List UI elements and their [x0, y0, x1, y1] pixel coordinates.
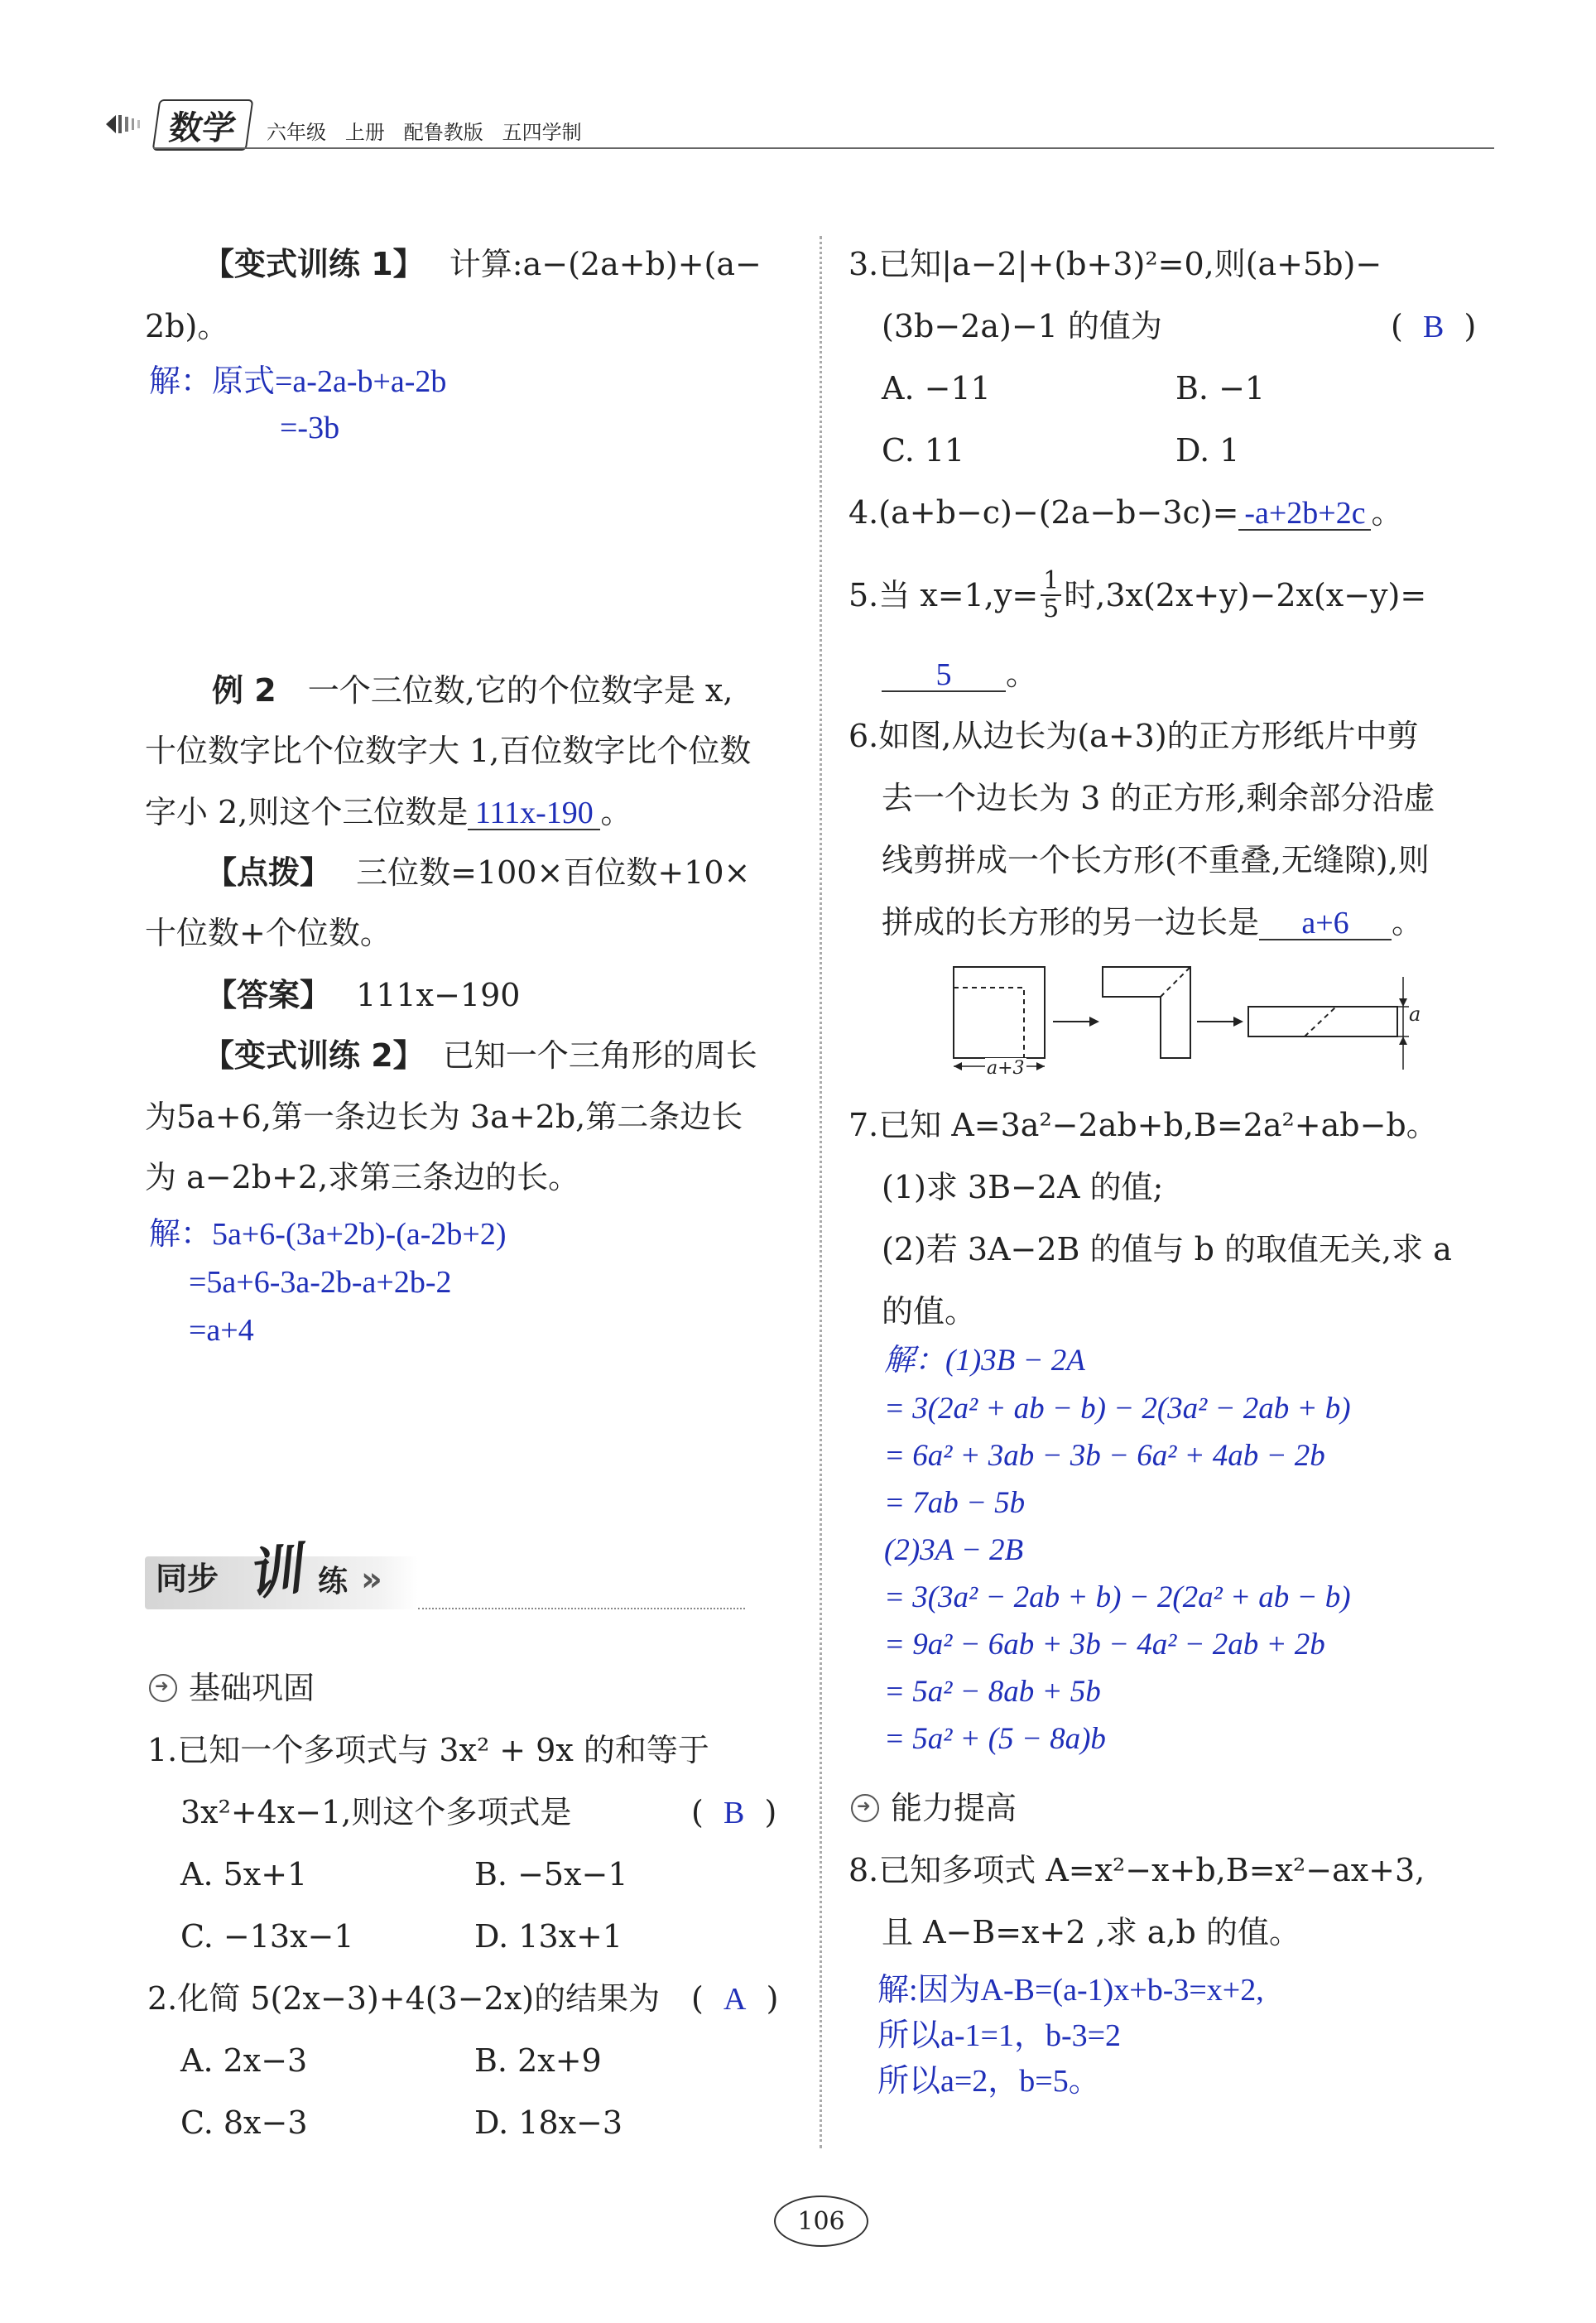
arrow-circle-icon — [149, 1674, 177, 1702]
header-ornament-icon — [106, 112, 152, 137]
q6-line4 — [882, 904, 1424, 940]
q8-line1: 8.已知多项式 A=x²−x+b,B=x²−ax+3, — [848, 1852, 1425, 1888]
q2-option-c: C. 8x−3 — [180, 2104, 308, 2141]
q6-arrow-1-icon — [1053, 1017, 1099, 1027]
q1-option-a: A. 5x+1 — [180, 1856, 308, 1893]
q2-option-b: B. 2x+9 — [474, 2042, 602, 2079]
q1-option-d: D. 13x+1 — [474, 1918, 623, 1955]
q4-period: 。 — [1371, 494, 1403, 531]
q1-option-c: C. −13x−1 — [180, 1918, 354, 1955]
q6-line3: 线剪拼成一个长方形(不重叠,无缝隙),则 — [882, 842, 1430, 878]
variant2-line1 — [203, 1037, 757, 1074]
header-grade: 六年级 — [267, 121, 326, 144]
q1-answer: B — [723, 1796, 745, 1830]
q7-solution-line5: (2)3A − 2B — [884, 1533, 1024, 1567]
example2-text3: 字小 2,则这个三位数是 — [145, 794, 469, 830]
answer-value: 111x−190 — [356, 977, 521, 1013]
q6-height-dimension — [1397, 977, 1409, 1070]
q3-line1: 3.已知|a−2|+(b+3)²=0,则(a+5b)− — [848, 246, 1382, 282]
q2-line1: 2.化简 5(2x−3)+4(3−2x)的结果为 — [147, 1980, 661, 2017]
variant2-text1: 已知一个三角形的周长 — [442, 1037, 757, 1074]
q7-part2-line1: (2)若 3A−2B 的值与 b 的取值无关,求 a — [882, 1231, 1452, 1267]
q6-text4: 拼成的长方形的另一边长是 — [882, 904, 1260, 940]
answer-label: 【答案】 — [205, 977, 332, 1013]
header-edition: 配鲁教版 — [403, 121, 483, 144]
q7-solution-line1: 解：(1)3B − 2A — [884, 1344, 1085, 1378]
hint-text1: 三位数=100×百位数+10× — [356, 854, 751, 891]
section-basic-heading — [149, 1672, 315, 1705]
q5-text2: 时,3x(2x+y)−2x(x−y)= — [1064, 577, 1427, 613]
example2-label: 例 2 — [212, 672, 276, 709]
q7-solution-line4: = 7ab − 5b — [884, 1486, 1026, 1520]
variant1-line1 — [203, 248, 762, 280]
q2-answer: A — [723, 1982, 747, 2017]
q3-option-a: A. −11 — [882, 370, 991, 406]
q4-blank-answer: -a+2b+2c — [1238, 498, 1371, 531]
q7-solution-line6: = 3(3a² − 2ab + b) − 2(2a² + ab − b) — [884, 1580, 1351, 1614]
example2-text1: 一个三位数,它的个位数字是 x, — [307, 672, 733, 709]
column-divider — [820, 236, 822, 2148]
q5-blank-answer: 5 — [882, 659, 1006, 692]
q7-part1: (1)求 3B−2A 的值; — [882, 1169, 1164, 1205]
example2-hint-line1 — [205, 854, 751, 891]
q1-answer-bracket: ( B ) — [691, 1794, 777, 1830]
page-number: 106 — [774, 2196, 868, 2247]
q7-solution-line9: = 5a² + (5 − 8a)b — [884, 1722, 1106, 1756]
q5-text1: 5.当 x=1,y= — [848, 577, 1039, 613]
q8-line2: 且 A−B=x+2 ,求 a,b 的值。 — [882, 1914, 1300, 1950]
q8-answer-line3: 所以a=2，b=5。 — [877, 2064, 1100, 2099]
q6-square-shape — [954, 967, 1045, 1058]
q4-line — [848, 494, 1403, 531]
q3-answer-bracket: ( B ) — [1391, 308, 1477, 344]
variant2-answer-line2: =5a+6-3a-2b-a+2b-2 — [189, 1265, 452, 1300]
example2-hint-line2: 十位数+个位数。 — [145, 915, 392, 951]
q2-answer-bracket: ( A ) — [691, 1980, 779, 2017]
q3-option-d: D. 1 — [1175, 432, 1240, 469]
header-subtitle — [267, 116, 582, 145]
q3-option-c: C. 11 — [882, 432, 965, 469]
q6-period: 。 — [1392, 904, 1424, 940]
variant1-line2: 2b)。 — [145, 308, 229, 344]
q7-part2-line2: 的值。 — [882, 1293, 977, 1330]
variant2-answer-line3: =a+4 — [189, 1313, 254, 1348]
q6-rectangle-shape — [1248, 1007, 1397, 1036]
example2-line3 — [145, 796, 632, 830]
variant2-label: 【变式训练 2】 — [203, 1037, 425, 1074]
example2-blank-answer: 111x-190 — [468, 797, 600, 830]
q6-l-shape — [1103, 967, 1190, 1058]
header-divider — [153, 147, 1494, 149]
banner-arrows-icon: » — [361, 1561, 382, 1599]
q5-frac-den: 5 — [1043, 594, 1060, 623]
banner-part2: 训 — [242, 1536, 306, 1609]
variant2-line2: 为5a+6,第一条边长为 3a+2b,第二条边长 — [145, 1099, 743, 1135]
q6-line2: 去一个边长为 3 的正方形,剩余部分沿虚 — [882, 780, 1435, 816]
header-system: 五四学制 — [502, 121, 582, 144]
section-advanced-heading — [851, 1792, 1017, 1825]
q7-solution-line3: = 6a² + 3ab − 3b − 6a² + 4ab − 2b — [884, 1439, 1325, 1473]
header-volume: 上册 — [344, 121, 385, 144]
q5-line1 — [848, 566, 1427, 625]
q7-line1: 7.已知 A=3a²−2ab+b,B=2a²+ab−b。 — [848, 1107, 1438, 1143]
q6-line1: 6.如图,从边长为(a+3)的正方形纸片中剪 — [848, 718, 1419, 754]
q2-option-a: A. 2x−3 — [180, 2042, 308, 2079]
q5-frac-num: 1 — [1041, 568, 1061, 596]
q8-answer-line2: 所以a-1=1，b-3=2 — [877, 2018, 1122, 2053]
q1-option-b: B. −5x−1 — [474, 1856, 628, 1893]
variant1-answer-line1: 解：原式=a-2a-b+a-2b — [149, 364, 447, 399]
q8-answer-line1: 解:因为A-B=(a-1)x+b-3=x+2, — [877, 1973, 1264, 2008]
q6-blank-answer: a+6 — [1259, 907, 1392, 940]
q6-label-side: a — [1409, 1003, 1421, 1026]
arrow-circle-icon — [851, 1794, 879, 1822]
q1-line1: 1.已知一个多项式与 3x² + 9x 的和等于 — [147, 1732, 709, 1768]
section-advanced-label: 能力提高 — [891, 1790, 1017, 1826]
example2-line2: 十位数字比个位数字大 1,百位数字比个位数 — [145, 733, 752, 769]
q3-answer: B — [1422, 310, 1445, 344]
variant2-line3: 为 a−2b+2,求第三条边的长。 — [145, 1159, 580, 1195]
q6-label-bottom: a+3 — [987, 1058, 1025, 1079]
q5-line2 — [882, 658, 1037, 692]
section-basic-label: 基础巩固 — [189, 1670, 315, 1706]
variant1-label: 【变式训练 1】 — [203, 246, 425, 282]
variant1-prompt: 计算:a−(2a+b)+(a− — [449, 246, 762, 282]
q3-option-b: B. −1 — [1175, 370, 1266, 406]
header-subject-title: 数学 — [152, 99, 254, 151]
q7-solution-line8: = 5a² − 8ab + 5b — [884, 1675, 1101, 1709]
variant2-answer-line1: 解：5a+6-(3a+2b)-(a-2b+2) — [149, 1217, 507, 1252]
q5-fraction — [1041, 568, 1061, 622]
q5-period: 。 — [1006, 656, 1038, 692]
q2-option-d: D. 18x−3 — [474, 2104, 623, 2141]
example2-line1 — [212, 672, 733, 709]
banner-dotted-line — [418, 1608, 745, 1609]
hint-label: 【点拨】 — [205, 854, 332, 891]
banner-part3: 练 — [318, 1565, 349, 1599]
variant1-answer-line2: =-3b — [280, 411, 340, 445]
q1-line2: 3x²+4x−1,则这个多项式是 — [180, 1794, 572, 1830]
example2-answer — [205, 979, 520, 1011]
q6-arrow-2-icon — [1197, 1017, 1243, 1027]
q7-solution-line7: = 9a² − 6ab + 3b − 4a² − 2ab + 2b — [884, 1628, 1325, 1662]
q4-text: 4.(a+b−c)−(2a−b−3c)= — [848, 494, 1239, 531]
q3-line2: (3b−2a)−1 的值为 — [882, 308, 1162, 344]
q7-solution-line2: = 3(2a² + ab − b) − 2(3a² − 2ab + b) — [884, 1392, 1351, 1426]
banner-part1: 同步 — [156, 1561, 219, 1597]
example2-period: 。 — [600, 794, 632, 830]
